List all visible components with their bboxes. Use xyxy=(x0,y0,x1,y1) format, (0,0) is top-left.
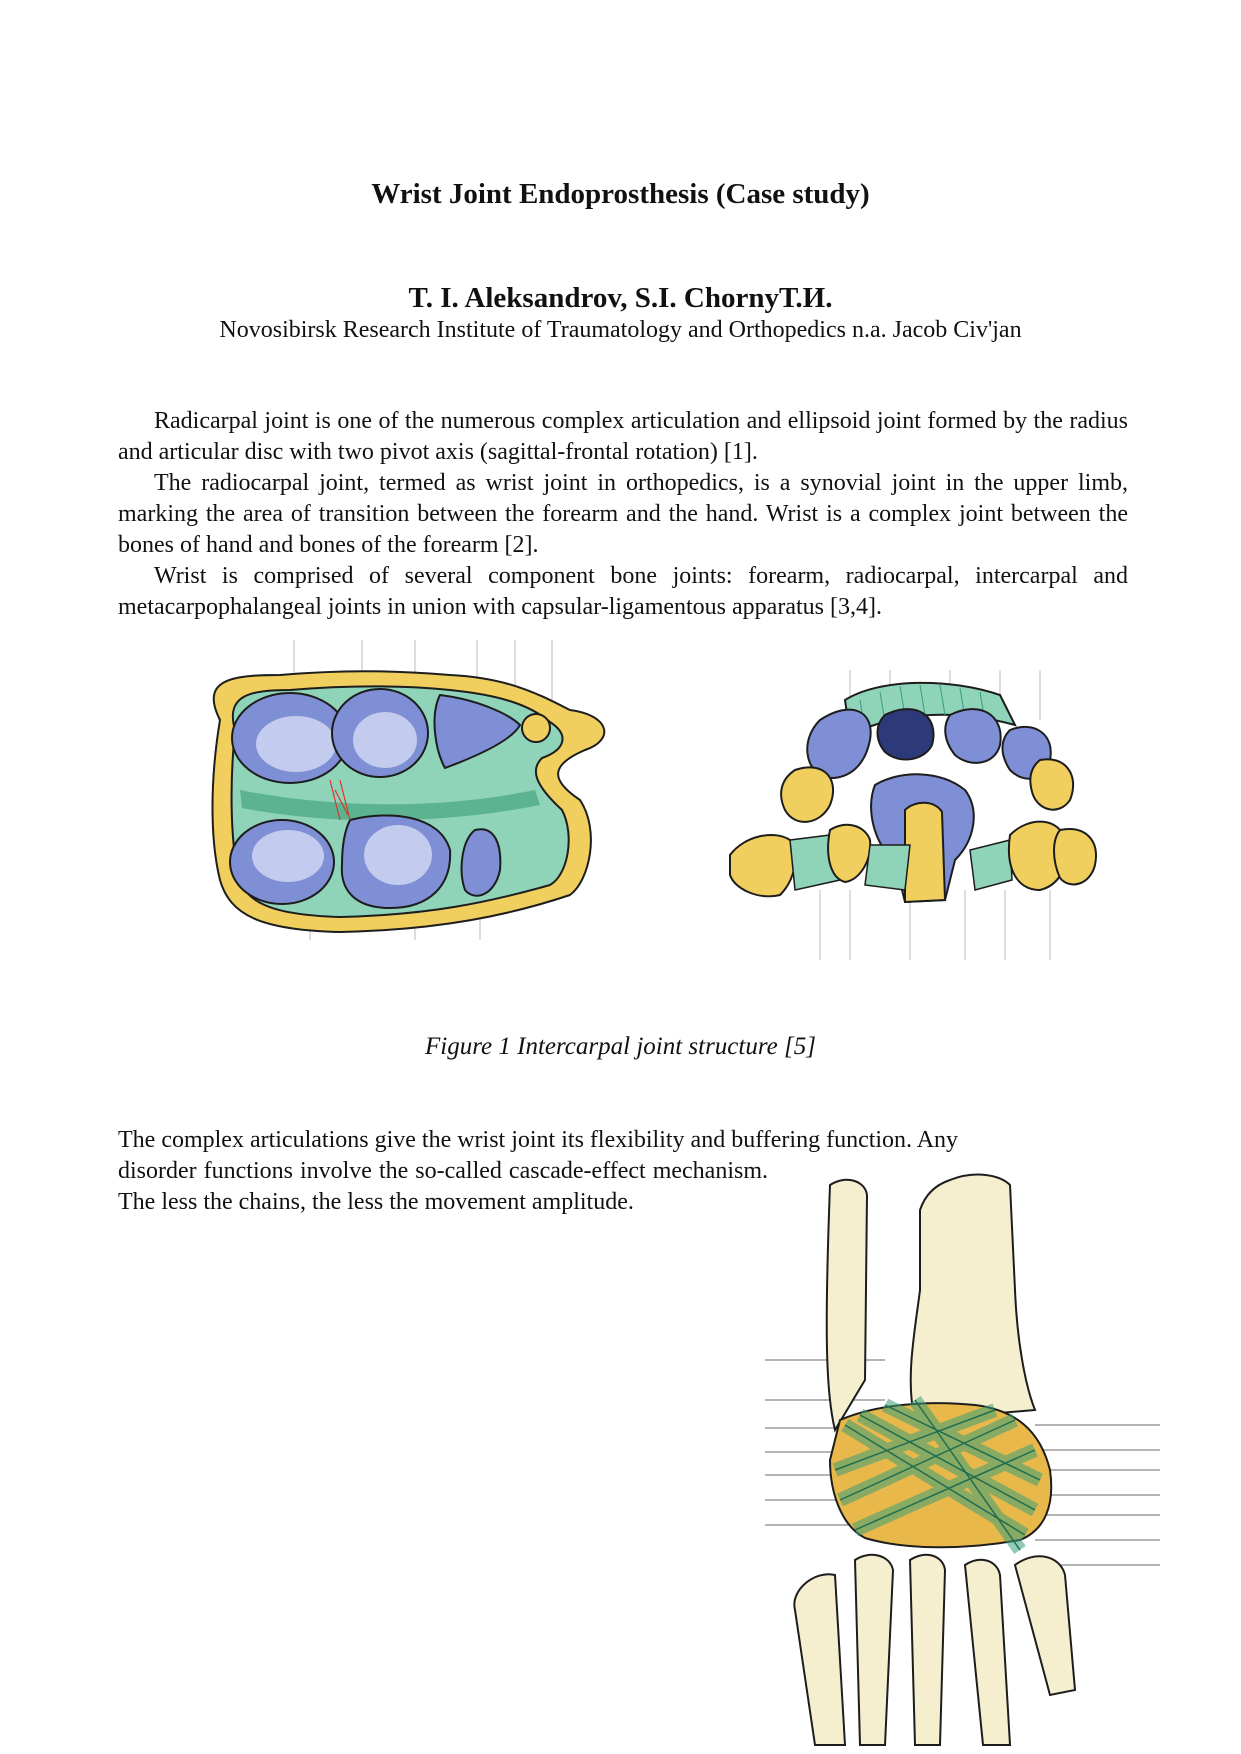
figure-1-carpal-arch xyxy=(700,640,1130,960)
base-bone-left xyxy=(730,835,795,896)
metacarpal-5 xyxy=(1015,1556,1075,1695)
central-bone-base xyxy=(905,803,945,902)
scaphoid-highlight xyxy=(256,716,336,772)
arch-bone-5 xyxy=(781,767,833,822)
paragraph-4-line-1: The complex articulations give the wrist joint its flexibility and buffering function. Any xyxy=(118,1127,959,1153)
wrist-ligament-figure xyxy=(765,1170,1170,1750)
pisiform-bone xyxy=(522,714,550,742)
base-bone-far-right xyxy=(1054,829,1096,884)
paragraph-2: The radiocarpal joint, termed as wrist joint in orthopedics, is a synovial joint in the upper limb, marking the area of transition between the forearm and the hand. Wrist is a complex joint between the bones of hand and bones of the forearm [2]. xyxy=(118,470,1128,558)
lunate-highlight xyxy=(353,712,417,768)
ulna-bone xyxy=(827,1180,867,1430)
paragraph-4-rest: disorder functions involve the so-called cascade-effect mechanism. The less the chains, the less the movement amplitude. xyxy=(118,1158,768,1215)
affiliation: Novosibirsk Research Institute of Traumatology and Orthopedics n.a. Jacob Civ'jan xyxy=(219,317,1022,343)
arch-bone-2 xyxy=(878,709,934,759)
arch-bone-3 xyxy=(945,709,1000,763)
page-title: Wrist Joint Endoprosthesis (Case study) xyxy=(371,178,870,210)
figure-1-caption: Figure 1 Intercarpal joint structure [5] xyxy=(425,1033,816,1060)
authors: T. I. Aleksandrov, S.I. ChornyТ.И. xyxy=(408,282,833,314)
metacarpal-1 xyxy=(794,1574,845,1745)
metacarpal-3 xyxy=(910,1555,945,1745)
trapezium-highlight xyxy=(252,830,324,882)
figure-1-cross-section xyxy=(190,640,630,950)
radius-bone xyxy=(911,1175,1035,1420)
base-ligament-right xyxy=(970,840,1012,890)
base-bone-mid-left xyxy=(828,825,870,882)
metacarpal-4 xyxy=(965,1560,1010,1745)
metacarpal-2 xyxy=(855,1555,893,1745)
base-ligament-mid xyxy=(865,845,910,890)
paragraph-3: Wrist is comprised of several component bone joints: forearm, radiocarpal, intercarpal and metacarpophalangeal joints in union with capsular-ligamentous apparatus [3,4]. xyxy=(118,563,1128,620)
paragraph-1: Radicarpal joint is one of the numerous complex articulation and ellipsoid joint formed by the radius and articular disc with two pivot axis (sagittal-frontal rotation) [1]. xyxy=(118,408,1128,465)
capitate-highlight xyxy=(364,825,432,885)
hamate-bone xyxy=(462,829,501,895)
arch-bone-6 xyxy=(1030,759,1073,809)
